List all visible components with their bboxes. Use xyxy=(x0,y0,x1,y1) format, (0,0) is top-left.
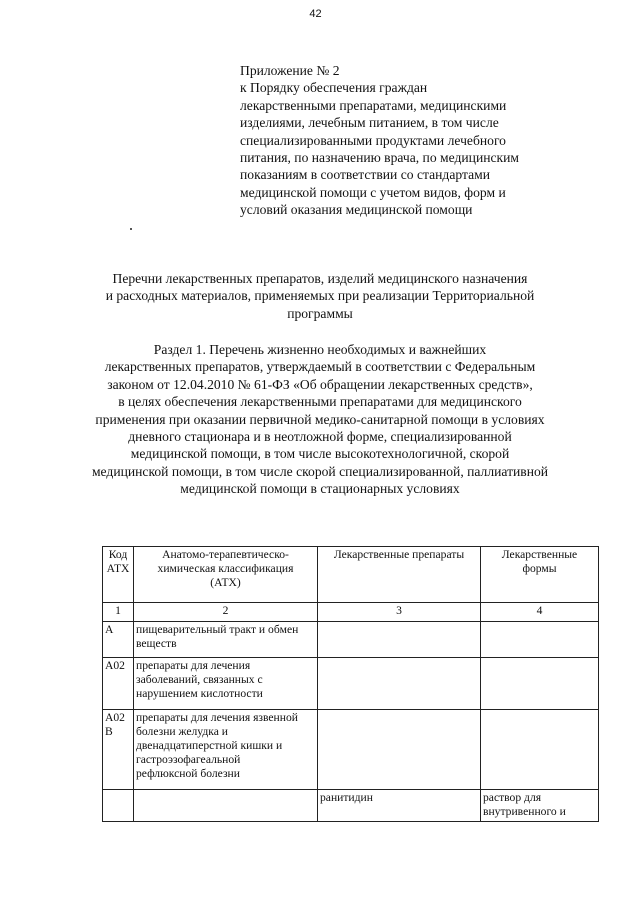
table-header-row xyxy=(103,547,599,603)
cell-code: А02 В xyxy=(103,710,134,790)
cell-drug: ранитидин xyxy=(318,790,481,822)
section-title-line: законом от 12.04.2010 № 61-ФЗ «Об обращении лекарственных средств», xyxy=(107,376,533,392)
appendix-line: к Порядку обеспечения граждан xyxy=(240,80,428,96)
appendix-line: лекарственными препаратами, медицинскими xyxy=(240,97,507,113)
section-title-line: в целях обеспечения лекарственными препаратами для медицинского xyxy=(118,394,522,410)
cell-classification: пищеварительный тракт и обмен веществ xyxy=(134,622,318,658)
table-row xyxy=(103,622,599,658)
list-title-line: программы xyxy=(287,305,353,321)
list-title xyxy=(60,270,580,322)
section-title-line: медицинской помощи, в том числе высокотехнологичной, скорой xyxy=(130,446,510,462)
section-title-line: дневного стационара и в неотложной форме, специализированной xyxy=(128,429,512,445)
cell-classification: препараты для лечения язвенной болезни желудка и двенадцатиперстной кишки и гастроэзофагеальной рефлюксной болезни xyxy=(134,710,318,790)
cell-classification: препараты для лечения заболеваний, связанных с нарушением кислотности xyxy=(134,658,318,710)
cell-drug xyxy=(318,622,481,658)
column-number: 1 xyxy=(103,603,134,622)
page-number: 42 xyxy=(309,8,322,20)
appendix-line: условий оказания медицинской помощи xyxy=(240,202,473,218)
column-number: 2 xyxy=(134,603,318,622)
cell-code xyxy=(103,790,134,822)
table-row xyxy=(103,710,599,790)
section-title-line: лекарственных препаратов, утверждаемый в соответствии с Федеральным xyxy=(104,359,536,375)
appendix-note xyxy=(240,62,580,219)
table-number-row xyxy=(103,603,599,622)
scan-speck xyxy=(130,228,132,230)
column-number: 3 xyxy=(318,603,481,622)
cell-form xyxy=(481,622,599,658)
header-forms: Лекарственные формы xyxy=(481,547,599,603)
column-number: 4 xyxy=(481,603,599,622)
header-drugs: Лекарственные препараты xyxy=(318,547,481,603)
cell-form xyxy=(481,710,599,790)
section-title-line: Раздел 1. Перечень жизненно необходимых и важнейших xyxy=(153,342,487,357)
list-title-line: и расходных материалов, применяемых при реализации Территориальной xyxy=(105,288,535,304)
section-title xyxy=(60,341,580,498)
cell-form: раствор для внутривенного и xyxy=(481,790,599,822)
list-title-line: Перечни лекарственных препаратов, изделий медицинского назначения xyxy=(112,271,528,286)
table-row xyxy=(103,790,599,822)
cell-code: А02 xyxy=(103,658,134,710)
cell-drug xyxy=(318,710,481,790)
appendix-line: медицинской помощи с учетом видов, форм и xyxy=(240,184,506,200)
appendix-line: питания, по назначению врача, по медицинским xyxy=(240,150,520,166)
appendix-line: изделиями, лечебным питанием, в том числе xyxy=(240,115,499,131)
appendix-line: специализированными продуктами лечебного xyxy=(240,132,506,148)
cell-drug xyxy=(318,658,481,710)
appendix-line: Приложение № 2 xyxy=(240,63,340,78)
cell-code: А xyxy=(103,622,134,658)
cell-form xyxy=(481,658,599,710)
section-title-line: применения при оказании первичной медико-санитарной помощи в условиях xyxy=(95,411,545,427)
header-code: Код АТХ xyxy=(103,547,134,603)
cell-classification xyxy=(134,790,318,822)
header-classification: Анатомо-терапевтическо- химическая классификация (АТХ) xyxy=(134,547,318,603)
section-title-line: медицинской помощи, в том числе скорой специализированной, паллиативной xyxy=(91,463,549,479)
section-title-line: медицинской помощи в стационарных условиях xyxy=(180,481,460,497)
appendix-line: показаниям в соответствии со стандартами xyxy=(240,167,490,183)
atx-table xyxy=(102,546,599,822)
table-row xyxy=(103,658,599,710)
